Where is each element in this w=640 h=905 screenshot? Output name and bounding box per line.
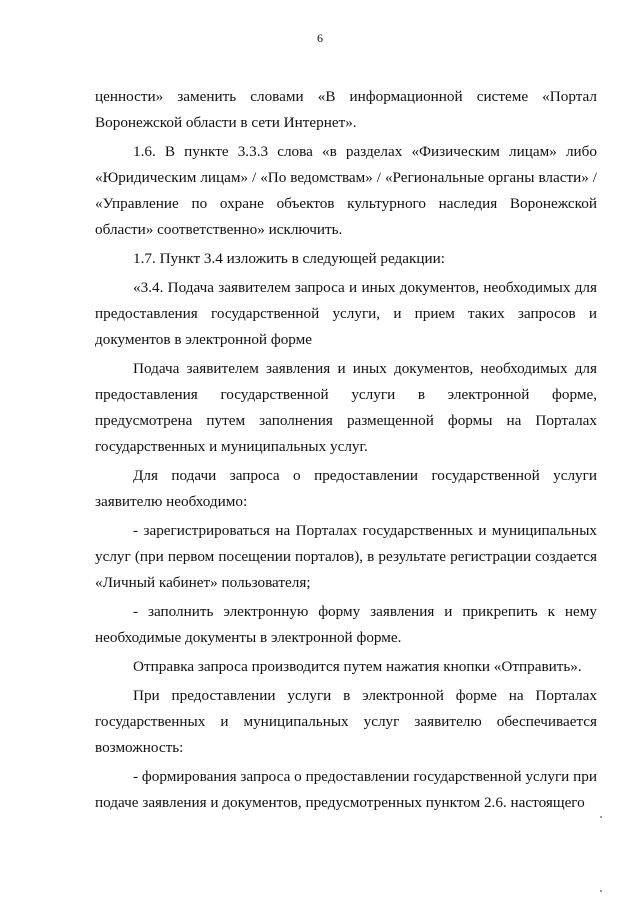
scan-speck: [600, 890, 602, 892]
list-item-register: - зарегистрироваться на Порталах государственных и муниципальных услуг (при первом посещении порталов), в результате регистрации создается «Личный кабинет» пользователя;: [95, 522, 597, 591]
paragraph-send-request: Отправка запроса производится путем нажатия кнопки «Отправить».: [133, 658, 582, 675]
scan-speck: [600, 816, 602, 818]
list-item-fill-form: - заполнить электронную форму заявления и прикрепить к нему необходимые документы в электронной форме.: [95, 603, 597, 646]
paragraph-item-1-6: 1.6. В пункте 3.3.3 слова «в разделах «Физическим лицам» либо «Юридическим лицам» / «По ведомствам» / «Региональные органы власти» / «Управление по охране объектов культурного наследия Воронежской области» соответственно» исключить.: [95, 143, 597, 238]
paragraph-section-3-4-heading: «3.4. Подача заявителем запроса и иных документов, необходимых для предоставления государственной услуги, и прием таких запросов и документов в электронной форме: [95, 279, 597, 348]
paragraph-continuation: ценности» заменить словами «В информационной системе «Портал Воронежской области в сети Интернет».: [95, 88, 597, 131]
page-number: 6: [317, 31, 323, 45]
paragraph-electronic-service: При предоставлении услуги в электронной форме на Порталах государственных и муниципальных услуг заявителю обеспечивается возможность:: [95, 687, 597, 756]
paragraph-requirements-intro: Для подачи запроса о предоставлении государственной услуги заявителю необходимо:: [95, 467, 597, 510]
paragraph-submission: Подача заявителем заявления и иных документов, необходимых для предоставления государственной услуги в электронной форме, предусмотрена путем заполнения размещенной формы на Порталах государственных и муниципальных услуг.: [95, 360, 597, 455]
document-body: [95, 84, 597, 816]
list-item-request-forming: - формирования запроса о предоставлении государственной услуги при подаче заявления и документов, предусмотренных пунктом 2.6. настоящего: [95, 768, 597, 811]
paragraph-item-1-7: 1.7. Пункт 3.4 изложить в следующей редакции:: [133, 250, 446, 267]
